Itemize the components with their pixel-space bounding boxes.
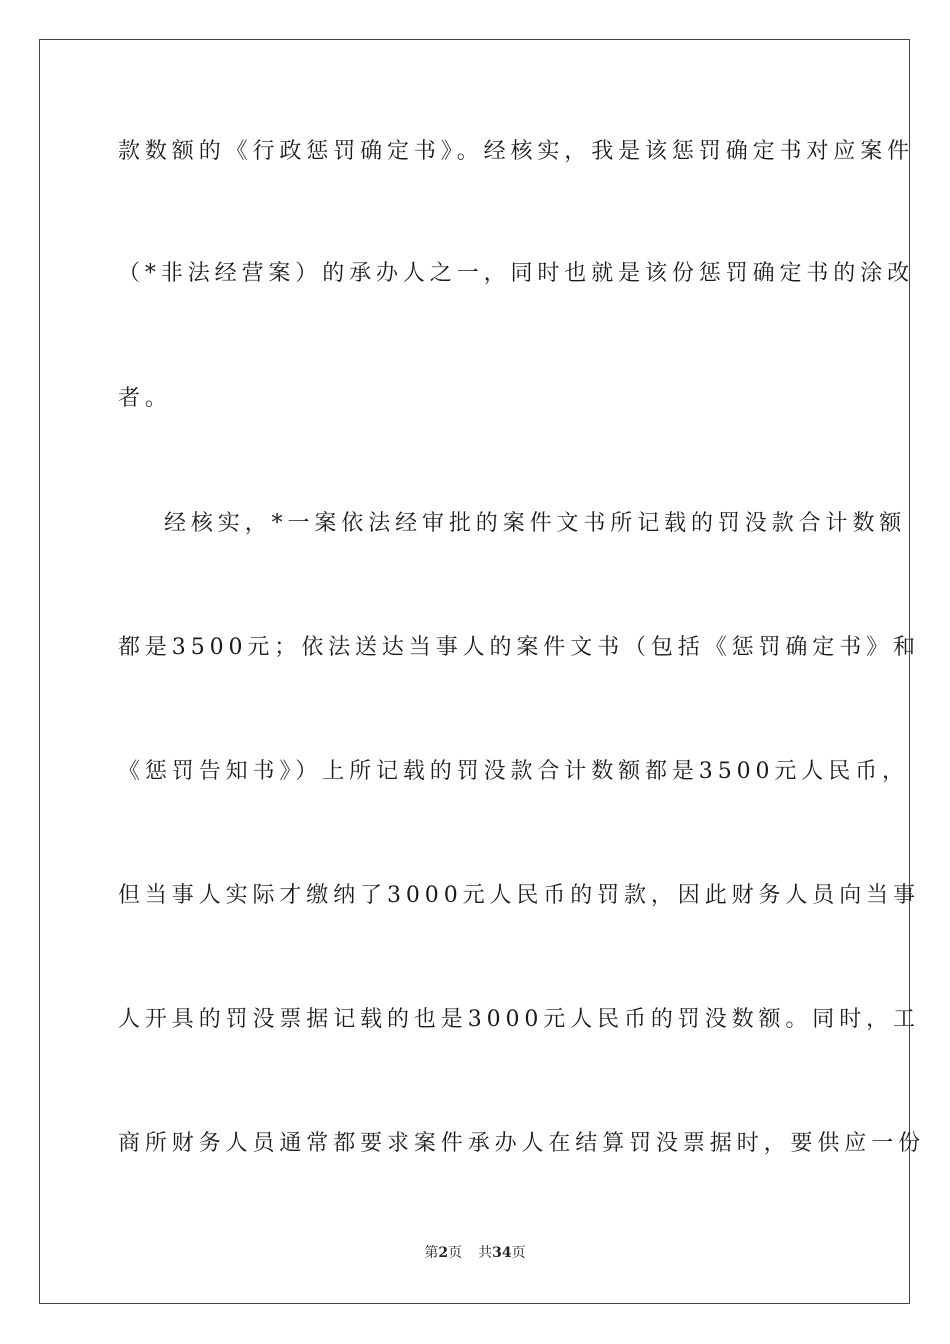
text-line: （*非法经营案）的承办人之一，同时也就是该份惩罚确定书的涂改 bbox=[118, 261, 915, 286]
text-line: 商所财务人员通常都要求案件承办人在结算罚没票据时，要供应一份 bbox=[118, 1131, 926, 1156]
text-line: 人开具的罚没票据记载的也是3000元人民币的罚没数额。同时，工 bbox=[118, 1007, 920, 1032]
footer-total-prefix: 共 bbox=[478, 1245, 493, 1261]
text-line: 款数额的《行政惩罚确定书》。经核实，我是该惩罚确定书对应案件 bbox=[118, 139, 915, 164]
page-number: 2 bbox=[438, 1245, 449, 1261]
paragraph-first-line: 经核实，*一案依法经审批的案件文书所记载的罚没款合计数额 bbox=[164, 511, 907, 536]
footer-page-suffix: 页 bbox=[448, 1245, 463, 1261]
footer-total-suffix: 页 bbox=[511, 1245, 526, 1261]
text-line: 都是3500元；依法送达当事人的案件文书（包括《惩罚确定书》和 bbox=[118, 635, 920, 660]
text-line: 者。 bbox=[118, 386, 172, 411]
text-line: 《惩罚告知书》）上所记载的罚没款合计数额都是3500元人民币， bbox=[118, 759, 909, 784]
page-frame bbox=[39, 39, 926, 1304]
page-footer bbox=[0, 1244, 950, 1262]
total-pages: 34 bbox=[492, 1245, 512, 1261]
footer-prefix: 第 bbox=[424, 1245, 439, 1261]
text-line: 但当事人实际才缴纳了3000元人民币的罚款，因此财务人员向当事 bbox=[118, 883, 920, 908]
